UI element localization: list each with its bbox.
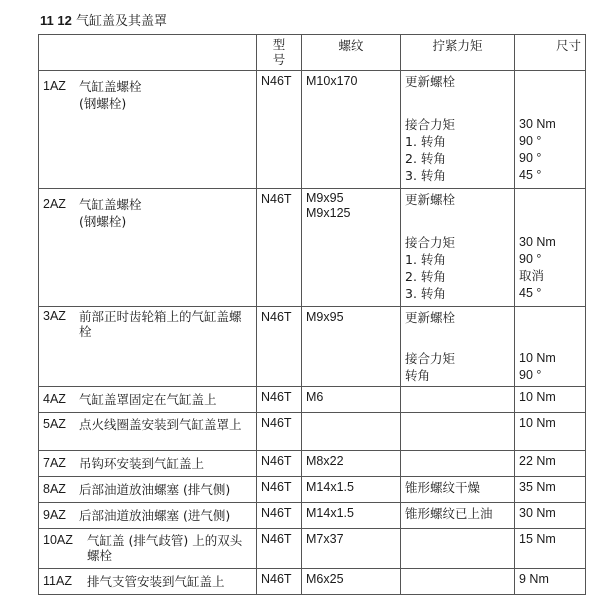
row-torque: 更新螺栓 接合力矩 转角 xyxy=(401,307,515,387)
section-title: 气缸盖及其盖罩 xyxy=(75,14,167,29)
row-code: 1AZ xyxy=(43,79,66,93)
row-name: 气缸盖螺栓 xyxy=(79,79,142,94)
row-model: N46T xyxy=(257,477,302,503)
table-row xyxy=(39,71,586,189)
row-code: 9AZ xyxy=(43,508,66,522)
row-torque xyxy=(401,413,515,451)
row-thread: M10x170 xyxy=(302,71,401,189)
row-torque: 锥形螺纹干燥 xyxy=(401,477,515,503)
row-torque: 锥形螺纹已上油 xyxy=(401,503,515,529)
row-model: N46T xyxy=(257,189,302,307)
row-size: 10 Nm 90 ° xyxy=(515,307,586,387)
table-row xyxy=(39,413,586,451)
table-row xyxy=(39,189,586,307)
row-torque: 更新螺栓 接合力矩 1. 转角 2. 转角 3. 转角 xyxy=(401,189,515,307)
row-model: N46T xyxy=(257,569,302,595)
header-component xyxy=(39,35,257,71)
row-name: 气缸盖 (排气歧管) 上的双头螺栓 xyxy=(87,533,243,563)
row-name: 气缸盖罩固定在气缸盖上 xyxy=(79,392,217,407)
row-name: 前部正时齿轮箱上的气缸盖螺栓 xyxy=(79,309,242,339)
table-row xyxy=(39,477,586,503)
row-size: 10 Nm xyxy=(515,387,586,413)
table-row xyxy=(39,503,586,529)
row-size: 30 Nm 90 ° 90 ° 45 ° xyxy=(515,71,586,189)
row-name: 点火线圈盖安装到气缸盖罩上 xyxy=(79,417,242,432)
row-size: 9 Nm xyxy=(515,569,586,595)
row-model: N46T xyxy=(257,529,302,569)
header-model: 型 号 xyxy=(257,35,302,71)
header-row xyxy=(39,35,586,71)
row-code: 7AZ xyxy=(43,456,66,470)
row-size: 15 Nm xyxy=(515,529,586,569)
row-thread: M9x95 M9x125 xyxy=(302,189,401,307)
table-row xyxy=(39,569,586,595)
row-code: 3AZ xyxy=(43,309,66,323)
row-code: 5AZ xyxy=(43,417,66,431)
row-code: 4AZ xyxy=(43,392,66,406)
page-title xyxy=(40,10,167,29)
row-thread: M6 xyxy=(302,387,401,413)
row-size: 30 Nm 90 ° 取消 45 ° xyxy=(515,189,586,307)
row-sub: (钢螺栓) xyxy=(79,96,127,111)
row-model: N46T xyxy=(257,413,302,451)
row-name: 排气支管安装到气缸盖上 xyxy=(87,574,225,589)
row-code: 11AZ xyxy=(43,574,72,588)
row-size: 22 Nm xyxy=(515,451,586,477)
row-code: 2AZ xyxy=(43,197,66,211)
row-model: N46T xyxy=(257,307,302,387)
row-name: 吊钩环安装到气缸盖上 xyxy=(79,456,205,471)
table-row xyxy=(39,451,586,477)
row-size: 30 Nm xyxy=(515,503,586,529)
row-thread xyxy=(302,413,401,451)
row-thread: M9x95 xyxy=(302,307,401,387)
row-size: 35 Nm xyxy=(515,477,586,503)
row-code: 10AZ xyxy=(43,533,73,547)
row-code: 8AZ xyxy=(43,482,66,496)
row-torque xyxy=(401,529,515,569)
row-model: N46T xyxy=(257,387,302,413)
row-name: 气缸盖螺栓 xyxy=(79,197,142,212)
row-torque: 更新螺栓 接合力矩 1. 转角 2. 转角 3. 转角 xyxy=(401,71,515,189)
header-size: 尺寸 xyxy=(515,35,586,71)
row-thread: M8x22 xyxy=(302,451,401,477)
row-thread: M6x25 xyxy=(302,569,401,595)
table-row xyxy=(39,387,586,413)
row-size: 10 Nm xyxy=(515,413,586,451)
row-torque xyxy=(401,387,515,413)
torque-spec-table xyxy=(38,34,586,595)
row-model: N46T xyxy=(257,503,302,529)
row-name: 后部油道放油螺塞 (进气侧) xyxy=(79,508,231,523)
table-row xyxy=(39,307,586,387)
section-number: 11 12 xyxy=(40,13,72,28)
header-thread: 螺纹 xyxy=(302,35,401,71)
row-thread: M14x1.5 xyxy=(302,477,401,503)
row-model: N46T xyxy=(257,71,302,189)
header-torque: 拧紧力矩 xyxy=(401,35,515,71)
table-row xyxy=(39,529,586,569)
row-thread: M7x37 xyxy=(302,529,401,569)
row-sub: (钢螺栓) xyxy=(79,214,127,229)
row-model: N46T xyxy=(257,451,302,477)
row-thread: M14x1.5 xyxy=(302,503,401,529)
row-torque xyxy=(401,569,515,595)
row-torque xyxy=(401,451,515,477)
row-name: 后部油道放油螺塞 (排气侧) xyxy=(79,482,231,497)
